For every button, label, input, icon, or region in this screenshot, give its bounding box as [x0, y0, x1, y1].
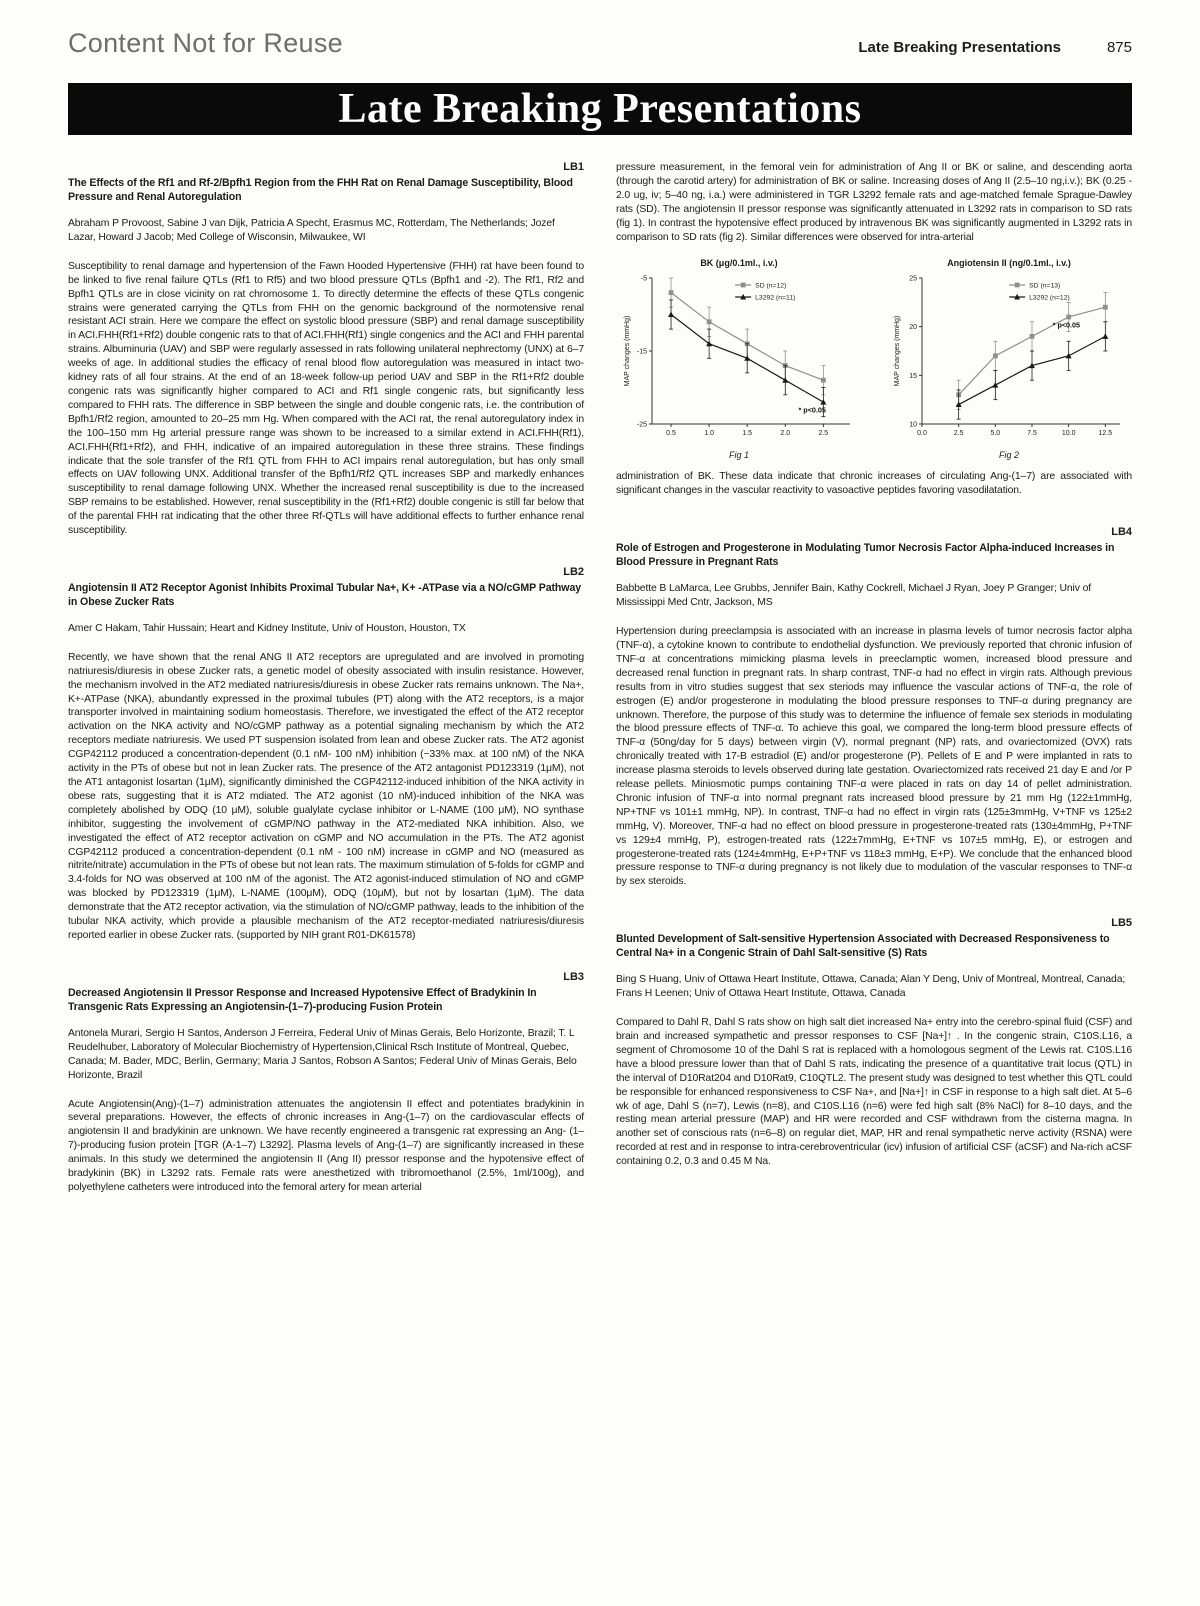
two-column-layout — [68, 161, 1132, 1195]
right-column — [616, 161, 1132, 1195]
left-column — [68, 161, 584, 1195]
abstract-lb3-body-part1: Acute Angiotensin(Ang)-(1–7) administration attenuates the angiotensin II effect and potentiates bradykinin in several preparations. However, the effects of chronic increases in Ang-(1–7) on the cardiovascular effects of angiotensin II and bradykinin are unknown. We have recently engineered a transgenic rat expressing an Ang- (1–7)-producing fusion protein [TGR (A-1–7) L3292]. Plasma levels of Ang-(1–7) are significantly increased in these animals. In this study we determined the angiotensin II (Ang II) pressor response and the hypotensive effect of bradykinin (BK) in L3292 rats. Female rats were anesthetized with tribromoethanol (2.5%, 1ml/100g), and polyethylene catheters were introduced into the femoral artery for mean arterial — [68, 1098, 584, 1193]
svg-text:12.5: 12.5 — [1098, 430, 1113, 438]
svg-text:L3292 (n=11): L3292 (n=11) — [755, 294, 796, 302]
svg-text:10: 10 — [909, 421, 917, 429]
abstract-lb5-id: LB5 — [1111, 917, 1132, 930]
abstract-lb2-id: LB2 — [563, 565, 584, 578]
svg-text:MAP changes (mmHg): MAP changes (mmHg) — [624, 316, 631, 387]
svg-text:L3292 (n=12): L3292 (n=12) — [1029, 294, 1070, 302]
svg-text:25: 25 — [909, 275, 917, 283]
svg-text:15: 15 — [909, 373, 917, 381]
abstract-lb2-body: Recently, we have shown that the renal ANG II AT2 receptors are upregulated and are involved in promoting natriuresis/diuresis in obese Zucker rats, a genetic model of obesity associated with insulin resistance. However, the mechanism involved in the AT2 mediated natriuresis/diuresis in obese Zucker rats remains unknown. The Na+, K+-ATPase (NKA), abundantly expressed in the proximal tubules (PT) along with the AT2 receptors, is a major transporter involved in maintaining sodium homeostasis. Therefore, we investigated the effect of the AT2 receptor activation on the NKA activity and NO/cGMP pathway as a potential signaling mechanism by which the AT2 receptors mediate natriuresis. We used PT suspension isolated from lean and obese Zucker rats. The AT2 agonist CGP42112 produced a concentration-dependent (0.1 nM- 100 nM) inhibition (~33% max. at 100 nM) of the NKA activity in the PTs of obese but not in lean Zucker rats. The presence of the AT2 antagonist PD123319 (1μM), not the AT1 antagonist losartan (1μM), significantly diminished the CGP42112-induced inhibition of the NKA activity in obese rats, suggesting that it is AT2 mdiated. The AT2 agonist (10 nM)-induced inhibition of the NKA was completely abolished by ODQ (10 μM), soluble gualylate cyclase inhibitor or L-NAME (100 μM), NO synthase inhibitor, suggesting the involvement of cGMP/NO pathway in the AT2-mediated NKA inhibition. Also, we investigated the effect of AT2 receptor activation on cGMP and NO accumulation in the PTs. The AT2 agonist CGP42112 produced a concentration-dependent (0.1 nM - 100 nM) increase in cGMP and NO (measured as nitrite/nitrate) accumulation in the PTs of obese but not lean rats. The maximum stimulation of 5-folds for cGMP and 3.4-folds for NO was observed at 100 nM of the agonist. The AT2 agonist-induced stimulation of NO and cGMP was blocked by PD123319 (1μM), L-NAME (100μM), ODQ (10μM), but not by losartan (1μM). The data demonstrate that the AT2 receptor activation, via the stimulation of NO/cGMP pathway, leads to the inhibition of the tubular NKA activity, which provide a plausible mechanism of the AT2 receptor-mediated natriuresis/diuresis reported earlier in obese Zucker rats. (supported by NIH grant R01-DK61578) — [68, 651, 584, 941]
svg-text:MAP changes (mmHg): MAP changes (mmHg) — [894, 316, 901, 387]
svg-text:5.0: 5.0 — [990, 430, 1001, 438]
svg-text:0.5: 0.5 — [666, 430, 676, 438]
abstract-lb1-id: LB1 — [563, 161, 584, 173]
svg-text:* p<0.05: * p<0.05 — [798, 405, 826, 415]
figures-row — [616, 258, 1132, 460]
svg-text:2.5: 2.5 — [818, 430, 829, 438]
abstract-lb3-body-part3: administration of BK. These data indicate that chronic increases of circulating Ang-(1–7) are associated with significant changes in the vascular reactivity to vasoactive peptides favoring vasodilatation. — [616, 471, 1132, 497]
svg-text:-5: -5 — [640, 275, 647, 283]
abstract-lb4-id: LB4 — [1111, 526, 1132, 539]
abstract-lb2 — [68, 566, 584, 943]
abstract-lb4-authors: Babbette B LaMarca, Lee Grubbs, Jennifer Bain, Kathy Cockrell, Michael J Ryan, Joey P Granger; Univ of Mississippi Med Cntr, Jackson, MS — [616, 583, 1092, 609]
abstract-lb3-title: Decreased Angiotensin II Pressor Response and Increased Hypotensive Effect of Bradykinin In Transgenic Rats Expressing an Angiotensin-(1–7)-producing Fusion Protein — [68, 986, 537, 1013]
abstract-lb2-authors: Amer C Hakam, Tahir Hussain; Heart and Kidney Institute, Univ of Houston, Houston, TX — [68, 622, 466, 634]
abstract-lb4-body: Hypertension during preeclampsia is associated with an increase in plasma levels of tumor necrosis factor alpha (TNF-α), a cytokine known to contribute to endothelial dysfunction. We previously reported that chronic infusion of TNF-α at concentrations mimicking plasma levels in preeclamptic women, increased blood pressure and decreased renal function in pregnant rats. In sharp contrast, TNF-α had no effect in virgin rats. Although previous results from in vitro studies suggest that sex steriods may influence the vascular actions of TNF-α, the role of estrogen (E) and/or progesterone in modulating the blood pressure responses to TNF-α during pregnancy are unknown. Therefore, the purpose of this study was to determine the influence of female sex steriods in modulating the blood pressure effects of TNF-α. To achieve this goal, we compared the long-term blood pressure effects of TNF-α (50ng/day for 5 days) between virgin (V), normal pregnant (NP) rats, and ovariectomized (OVX) rats chronically treated with 17-B estradiol (E) and/or progesterone (P). Pellets of E and P were implanted in rats to increase plasma steroids to levels observed during late gestation. Ovariectomized rats received 21 day E and /or P release pellets. Miniosmotic pumps containing TNF-α were placed in rats on day 14 of pellet administration. Chronic infusion of TNF-α into normal pregnant rats increased blood pressure by 21 mm Hg (122±1mmHg, NP+TNF vs 101±1 mmHg, NP). In contrast, TNF-α had no effect in virgin rats (125±3mmHg, V+TNF vs 125±2 mmHg, V). Moreover, TNF-α had no effect on blood pressure in progesterone-treated rats (130±4mmHg, P+TNF vs 129±4 mmHg, P), estrogen-treated rats (122±7mmHg, E+TNF vs 107±5 mmHg, E), or estrogen and progesterone-treated rats (124±4mmHg, E+P+TNF vs 118±3 mmHg, E+P). We conclude that the enhanced blood pressure response to TNF-α during pregnancy is not likely due to modulation of the vascular responses to TNF-α by sex steroids. — [616, 626, 1132, 888]
svg-text:7.5: 7.5 — [1027, 430, 1037, 438]
abstract-lb4 — [616, 526, 1132, 889]
abstract-lb1-authors: Abraham P Provoost, Sabine J van Dijk, Patricia A Specht, Erasmus MC, Rotterdam, The Netherlands; Jozef Lazar, Howard J Jacob; Med College of Wisconsin, Milwaukee, WI — [68, 218, 555, 243]
svg-text:-15: -15 — [636, 348, 647, 356]
figure-1 — [616, 258, 862, 460]
svg-text:1.0: 1.0 — [704, 430, 714, 438]
figure-2-line-chart — [890, 270, 1128, 448]
watermark-text: Content Not for Reuse — [68, 28, 343, 58]
svg-text:10.0: 10.0 — [1061, 430, 1076, 438]
abstract-lb5-authors: Bing S Huang, Univ of Ottawa Heart Institute, Ottawa, Canada; Alan Y Deng, Univ of Montreal, Montreal, Canada; Frans H Leenen; Univ of Ottawa Heart Institute, Ottawa, Canada — [616, 974, 1126, 1000]
section-banner-title: Late Breaking Presentations — [338, 86, 862, 132]
svg-text:1.5: 1.5 — [742, 430, 753, 438]
figure-2-caption: Fig 2 — [998, 450, 1019, 461]
svg-text:SD (n=13): SD (n=13) — [1029, 282, 1061, 290]
abstract-lb4-title: Role of Estrogen and Progesterone in Modulating Tumor Necrosis Factor Alpha-induced Increases in Blood Pressure in Pregnant Rats — [616, 542, 1115, 569]
running-header — [858, 39, 1132, 56]
abstract-lb3-authors: Antonela Murari, Sergio H Santos, Anderson J Ferreira, Federal Univ of Minas Gerais, Belo Horizonte, Brazil; T. L Reudelhuber, Laboratory of Molecular Biochemistry of Hypertension,Clinical Rsch Institute of Montreal, Quebec, Canada; M. Bader, MDC, Berlin, Germany; Maria J Santos, Robson A Santos; Federal Univ of Minas Gerais, Belo Horizonte, Brazil — [68, 1027, 577, 1081]
abstract-lb3 — [68, 971, 584, 1195]
figure-2 — [886, 258, 1132, 460]
section-banner — [68, 83, 1132, 135]
abstract-lb1-title: The Effects of the Rf1 and Rf-2/Bpfh1 Region from the FHH Rat on Renal Damage Susceptibility, Blood Pressure and Renal Autoregulation — [68, 177, 573, 203]
running-head-title: Late Breaking Presentations — [858, 39, 1061, 56]
figure-1-caption: Fig 1 — [728, 450, 749, 461]
figure-1-title: BK (μg/0.1ml., i.v.) — [700, 258, 778, 269]
figure-2-title: Angiotensin II (ng/0.1ml., i.v.) — [947, 258, 1071, 269]
figure-1-line-chart — [620, 270, 858, 448]
svg-text:0.0: 0.0 — [917, 430, 927, 438]
svg-text:2.0: 2.0 — [780, 430, 791, 438]
svg-text:SD (n=12): SD (n=12) — [755, 282, 787, 290]
abstract-lb1 — [68, 161, 584, 538]
abstract-lb3-body-part2: pressure measurement, in the femoral vein for administration of Ang II or BK or saline, and descending aorta (through the carotid artery) for administration of BK or saline. Increasing doses of Ang II (2.5–10 ng,i.v.); BK (0.25 - 2.0 ug, iv; 5–40 ng, i.a.) were administered in TGR L3292 female rats and age-matched female Sprague-Dawley rats (SD). The angiotensin II pressor response was significantly attenuated in L3292 rats in comparison to SD rats (fig 1). In contrast the hypotensive effect produced by intravenous BK was significantly augmented in L3292 rats in comparison to SD rats (fig 2). Similar differences were observed for intra-arterial — [616, 162, 1132, 243]
svg-text:* p<0.05: * p<0.05 — [1052, 321, 1081, 331]
abstract-lb5-body: Compared to Dahl R, Dahl S rats show on high salt diet increased Na+ entry into the cerebro-spinal fluid (CSF) and brain and increased sympathetic and pressor responses to CSF [Na+]↑ . In the congenic strain, C10S.L16, a segment of Chromosome 10 of the Dahl S rat is replaced with a homologous segment of the Lewis rat. C10S.L16 have a blood pressure lower than that of Dahl S rats, indicating the presence of a quantitative trait locus (QTL) in the interval of D10Rat204 and D10Rat9, C10QTL2. The present study was designed to test whether this QTL could be responsible for enhanced responsiveness to CSF Na+, and [Na+]↑ in CSF in response to a high salt diet. At 5–6 wk of age, Dahl S (n=7), Lewis (n=8), and C10S.L16 (n=6) were fed high salt (8% NaCl) for 8–10 days, and the resting mean arterial pressure (MAP) and HR were recorded and CSF withdrawn from the cisterna magna. In another set of conscious rats (n=6–8) on regular diet, MAP, HR and renal sympathetic nerve activity (RSNA) were recorded at rest and in response to intra-cerebroventricular (icv) infusion of artificial CSF (aCSF) and Na-rich aCSF containing 0.2, 0.3 and 0.45 M Na. — [616, 1017, 1132, 1168]
abstract-lb5-title: Blunted Development of Salt-sensitive Hypertension Associated with Decreased Responsiveness to Central Na+ in a Congenic Strain of Dahl Salt-sensitive (S) Rats — [616, 933, 1110, 960]
abstract-lb2-title: Angiotensin II AT2 Receptor Agonist Inhibits Proximal Tubular Na+, K+ -ATPase via a NO/cGMP Pathway in Obese Zucker Rats — [68, 581, 582, 608]
abstract-lb3-id: LB3 — [563, 970, 584, 983]
svg-text:-25: -25 — [636, 421, 647, 429]
abstract-lb5 — [616, 917, 1132, 1169]
abstract-lb1-body: Susceptibility to renal damage and hypertension of the Fawn Hooded Hypertensive (FHH) rat have been found to be linked to five renal failure QTLs (Rf1 to Rf5) and two blood pressure QTLs (Bpfh1 and -2). The Rf1, Rf2 and Bpfh1 QTLs are in close vicinity on rat chromosome 1. To directly determine the effects of these QTLs congenic strains were generated carrying the QTLs from FHH on the genomic background of the normotensive renal resistant ACI strain. Here we compare the effect on systolic blood pressure (SBP) and renal damage susceptibility in ACI.FHH(Rf1+Rf2) double congenic rats to that of ACI.FHH(Rf1) single congenics and the ACI and FHH parental strains. Albuminuria (UAV) and SBP were regularly assessed in rats following unilateral nephrectomy (UNX) at 6–7 weeks of age. In additional studies the efficacy of renal blood flow autoregulation was measured in intact two-kidney rats of all four strains. At the end of an 18-week follow-up period UAV and SBP in the Rf1+Rf2 double congenic rats was significantly higher compared to ACI and Rf1 single congenic rats, but significantly less compared to FHH rats. The difference in SBP between the single and double congenic rats, i.e. the contribution of Bpfh1/Rf2 region, amounted to 20–25 mm Hg. When compared with the ACI rat, the renal autoregulatory index in the 100–150 mm Hg arterial pressure range was shown to be increased to a similar extend in ACI.FHH(Rf1), ACI.FHH(Rf1+Rf2), and FHH, indicative of an impaired autoregulation in these three strains. These findings indicate that the sole transfer of the Rf1 QTL from FHH to ACI impairs renal autoregulation, but has only small effects on UAV following UNX. Additional transfer of the Bpfh1/Rf2 QTL increases SBP and markedly enhances susceptibility to renal damage following UNX. Whether the increased renal susceptibility is due to the increased SBP remains to be established. However, renal susceptibility in the (Rf1+Rf2) double congenic is still far below that of the parental FHH rat indicating that the other three Rf-QTLs will have additional effects to further enhance renal susceptibility. — [68, 260, 584, 537]
page-header — [68, 28, 1132, 59]
page-number: 875 — [1106, 39, 1132, 56]
svg-text:20: 20 — [909, 324, 917, 332]
svg-text:2.5: 2.5 — [953, 430, 964, 438]
